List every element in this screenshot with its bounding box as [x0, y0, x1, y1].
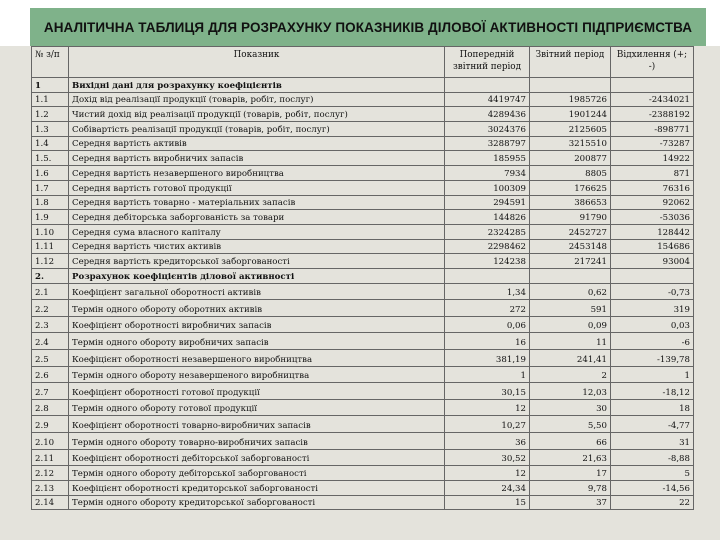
column-header-previous-period: Попередній звітний період: [445, 47, 530, 78]
row-number-cell: 1.7: [32, 180, 69, 195]
current-period-cell: 66: [530, 432, 611, 449]
table-row: [32, 136, 694, 151]
row-number-cell: 1.4: [32, 136, 69, 151]
indicator-cell: Середня сума власного капіталу: [69, 224, 445, 239]
indicator-cell: Коефіцієнт оборотності кредиторської заборгованості: [69, 480, 445, 495]
indicator-cell: Середня дебіторська заборгованість за товари: [69, 210, 445, 225]
deviation-cell: 31: [611, 432, 694, 449]
row-number-cell: 1.8: [32, 195, 69, 210]
deviation-cell: 92062: [611, 195, 694, 210]
previous-period-cell: [445, 268, 530, 283]
deviation-cell: -73287: [611, 136, 694, 151]
table-row: [32, 495, 694, 510]
table-row: [32, 399, 694, 416]
row-number-cell: 2.7: [32, 383, 69, 400]
previous-period-cell: 144826: [445, 210, 530, 225]
indicator-cell: Коефіцієнт оборотності незавершеного виробництва: [69, 350, 445, 367]
table-row: [32, 268, 694, 283]
row-number-cell: 1: [32, 78, 69, 93]
table-row: [32, 432, 694, 449]
current-period-cell: 37: [530, 495, 611, 510]
indicator-cell: Середня вартість виробничих запасів: [69, 151, 445, 166]
deviation-cell: -0,73: [611, 283, 694, 300]
indicator-cell: Термін одного обороту готової продукції: [69, 399, 445, 416]
current-period-cell: 30: [530, 399, 611, 416]
row-number-cell: 2.5: [32, 350, 69, 367]
table-row: [32, 180, 694, 195]
previous-period-cell: 1: [445, 366, 530, 383]
current-period-cell: [530, 268, 611, 283]
deviation-cell: 93004: [611, 254, 694, 269]
previous-period-cell: 16: [445, 333, 530, 350]
current-period-cell: 9,78: [530, 480, 611, 495]
previous-period-cell: 3024376: [445, 122, 530, 137]
column-header-deviation: Відхилення (+; -): [611, 47, 694, 78]
indicator-cell: Середня вартість активів: [69, 136, 445, 151]
table-row: [32, 283, 694, 300]
indicator-cell: Середня вартість кредиторської заборгованості: [69, 254, 445, 269]
table-row: [32, 210, 694, 225]
current-period-cell: 217241: [530, 254, 611, 269]
current-period-cell: 176625: [530, 180, 611, 195]
table-row: [32, 449, 694, 466]
indicator-cell: Середня вартість незавершеного виробництва: [69, 166, 445, 181]
current-period-cell: 11: [530, 333, 611, 350]
indicator-cell: Середня вартість готової продукції: [69, 180, 445, 195]
deviation-cell: -898771: [611, 122, 694, 137]
current-period-cell: 1901244: [530, 107, 611, 122]
indicator-cell: Дохід від реалізації продукції (товарів, робіт, послуг): [69, 92, 445, 107]
row-number-cell: 1.10: [32, 224, 69, 239]
previous-period-cell: 124238: [445, 254, 530, 269]
indicator-cell: Середня вартість товарно - матеріальних запасів: [69, 195, 445, 210]
previous-period-cell: 36: [445, 432, 530, 449]
row-number-cell: 2.10: [32, 432, 69, 449]
row-number-cell: 2.1: [32, 283, 69, 300]
indicator-cell: Вихідні дані для розрахунку коефіцієнтів: [69, 78, 445, 93]
current-period-cell: 2: [530, 366, 611, 383]
row-number-cell: 1.3: [32, 122, 69, 137]
deviation-cell: 5: [611, 466, 694, 481]
indicator-cell: Термін одного обороту кредиторської заборгованості: [69, 495, 445, 510]
deviation-cell: 22: [611, 495, 694, 510]
deviation-cell: 1: [611, 366, 694, 383]
previous-period-cell: 381,19: [445, 350, 530, 367]
table-row: [32, 466, 694, 481]
slide-header: [0, 0, 720, 46]
deviation-cell: 18: [611, 399, 694, 416]
table-row: [32, 78, 694, 93]
indicator-cell: Коефіцієнт оборотності дебіторської заборгованості: [69, 449, 445, 466]
row-number-cell: 2.: [32, 268, 69, 283]
indicator-cell: Термін одного обороту виробничих запасів: [69, 333, 445, 350]
indicator-cell: Середня вартість чистих активів: [69, 239, 445, 254]
row-number-cell: 2.3: [32, 316, 69, 333]
deviation-cell: -2388192: [611, 107, 694, 122]
row-number-cell: 2.8: [32, 399, 69, 416]
table-row: [32, 333, 694, 350]
previous-period-cell: 12: [445, 466, 530, 481]
previous-period-cell: 4289436: [445, 107, 530, 122]
indicator-cell: Термін одного обороту товарно-виробничих запасів: [69, 432, 445, 449]
row-number-cell: 2.9: [32, 416, 69, 433]
indicator-cell: Термін одного обороту оборотних активів: [69, 300, 445, 317]
table-row: [32, 151, 694, 166]
title-band: [30, 8, 706, 46]
row-number-cell: 1.2: [32, 107, 69, 122]
previous-period-cell: 12: [445, 399, 530, 416]
deviation-cell: [611, 268, 694, 283]
current-period-cell: 17: [530, 466, 611, 481]
table-row: [32, 350, 694, 367]
deviation-cell: 76316: [611, 180, 694, 195]
previous-period-cell: 185955: [445, 151, 530, 166]
deviation-cell: -4,77: [611, 416, 694, 433]
table-row: [32, 383, 694, 400]
indicator-cell: Коефіцієнт оборотності готової продукції: [69, 383, 445, 400]
current-period-cell: 2452727: [530, 224, 611, 239]
table-row: [32, 416, 694, 433]
previous-period-cell: 15: [445, 495, 530, 510]
current-period-cell: 8805: [530, 166, 611, 181]
indicator-cell: Собівартість реалізації продукції (товарів, робіт, послуг): [69, 122, 445, 137]
page-title: АНАЛІТИЧНА ТАБЛИЦЯ ДЛЯ РОЗРАХУНКУ ПОКАЗНИКІВ ДІЛОВОЇ АКТИВНОСТІ ПІДПРИЄМСТВА: [43, 19, 693, 35]
current-period-cell: 21,63: [530, 449, 611, 466]
row-number-cell: 2.11: [32, 449, 69, 466]
row-number-cell: 1.5.: [32, 151, 69, 166]
table-row: [32, 107, 694, 122]
previous-period-cell: 3288797: [445, 136, 530, 151]
current-period-cell: 241,41: [530, 350, 611, 367]
current-period-cell: 0,09: [530, 316, 611, 333]
table-row: [32, 122, 694, 137]
row-number-cell: 2.12: [32, 466, 69, 481]
previous-period-cell: 294591: [445, 195, 530, 210]
table-row: [32, 92, 694, 107]
row-number-cell: 1.9: [32, 210, 69, 225]
table-row: [32, 480, 694, 495]
current-period-cell: [530, 78, 611, 93]
previous-period-cell: 100309: [445, 180, 530, 195]
previous-period-cell: 1,34: [445, 283, 530, 300]
previous-period-cell: [445, 78, 530, 93]
current-period-cell: 3215510: [530, 136, 611, 151]
table-row: [32, 224, 694, 239]
analytics-table: [31, 46, 694, 510]
deviation-cell: -139,78: [611, 350, 694, 367]
table-body: [32, 78, 694, 510]
previous-period-cell: 30,15: [445, 383, 530, 400]
row-number-cell: 1.11: [32, 239, 69, 254]
column-header-current-period: Звітний період: [530, 47, 611, 78]
table-row: [32, 316, 694, 333]
current-period-cell: 91790: [530, 210, 611, 225]
row-number-cell: 2.14: [32, 495, 69, 510]
table-row: [32, 300, 694, 317]
column-header-indicator: Показник: [69, 47, 445, 78]
indicator-cell: Термін одного обороту незавершеного виробництва: [69, 366, 445, 383]
row-number-cell: 2.2: [32, 300, 69, 317]
deviation-cell: -53036: [611, 210, 694, 225]
previous-period-cell: 24,34: [445, 480, 530, 495]
deviation-cell: 128442: [611, 224, 694, 239]
table-row: [32, 166, 694, 181]
indicator-cell: Коефіцієнт оборотності товарно-виробничих запасів: [69, 416, 445, 433]
deviation-cell: 14922: [611, 151, 694, 166]
table-container: [30, 46, 706, 540]
table-header-row: [32, 47, 694, 78]
row-number-cell: 1.6: [32, 166, 69, 181]
row-number-cell: 2.13: [32, 480, 69, 495]
indicator-cell: Термін одного обороту дебіторської заборгованості: [69, 466, 445, 481]
row-number-cell: 1.1: [32, 92, 69, 107]
row-number-cell: 1.12: [32, 254, 69, 269]
current-period-cell: 591: [530, 300, 611, 317]
deviation-cell: 0,03: [611, 316, 694, 333]
table-row: [32, 195, 694, 210]
deviation-cell: -6: [611, 333, 694, 350]
previous-period-cell: 7934: [445, 166, 530, 181]
deviation-cell: 154686: [611, 239, 694, 254]
previous-period-cell: 2298462: [445, 239, 530, 254]
indicator-cell: Чистий дохід від реалізації продукції (товарів, робіт, послуг): [69, 107, 445, 122]
deviation-cell: [611, 78, 694, 93]
current-period-cell: 386653: [530, 195, 611, 210]
deviation-cell: 319: [611, 300, 694, 317]
deviation-cell: -2434021: [611, 92, 694, 107]
previous-period-cell: 272: [445, 300, 530, 317]
current-period-cell: 200877: [530, 151, 611, 166]
indicator-cell: Розрахунок коефіцієнтів ділової активності: [69, 268, 445, 283]
deviation-cell: -8,88: [611, 449, 694, 466]
deviation-cell: -14,56: [611, 480, 694, 495]
current-period-cell: 2125605: [530, 122, 611, 137]
current-period-cell: 2453148: [530, 239, 611, 254]
previous-period-cell: 30,52: [445, 449, 530, 466]
previous-period-cell: 0,06: [445, 316, 530, 333]
current-period-cell: 1985726: [530, 92, 611, 107]
row-number-cell: 2.4: [32, 333, 69, 350]
deviation-cell: -18,12: [611, 383, 694, 400]
previous-period-cell: 10,27: [445, 416, 530, 433]
table-row: [32, 239, 694, 254]
indicator-cell: Коефіцієнт загальної оборотності активів: [69, 283, 445, 300]
current-period-cell: 0,62: [530, 283, 611, 300]
table-row: [32, 366, 694, 383]
table-row: [32, 254, 694, 269]
current-period-cell: 12,03: [530, 383, 611, 400]
deviation-cell: 871: [611, 166, 694, 181]
current-period-cell: 5,50: [530, 416, 611, 433]
previous-period-cell: 2324285: [445, 224, 530, 239]
row-number-cell: 2.6: [32, 366, 69, 383]
indicator-cell: Коефіцієнт оборотності виробничих запасів: [69, 316, 445, 333]
column-header-number: № з/п: [32, 47, 69, 78]
previous-period-cell: 4419747: [445, 92, 530, 107]
